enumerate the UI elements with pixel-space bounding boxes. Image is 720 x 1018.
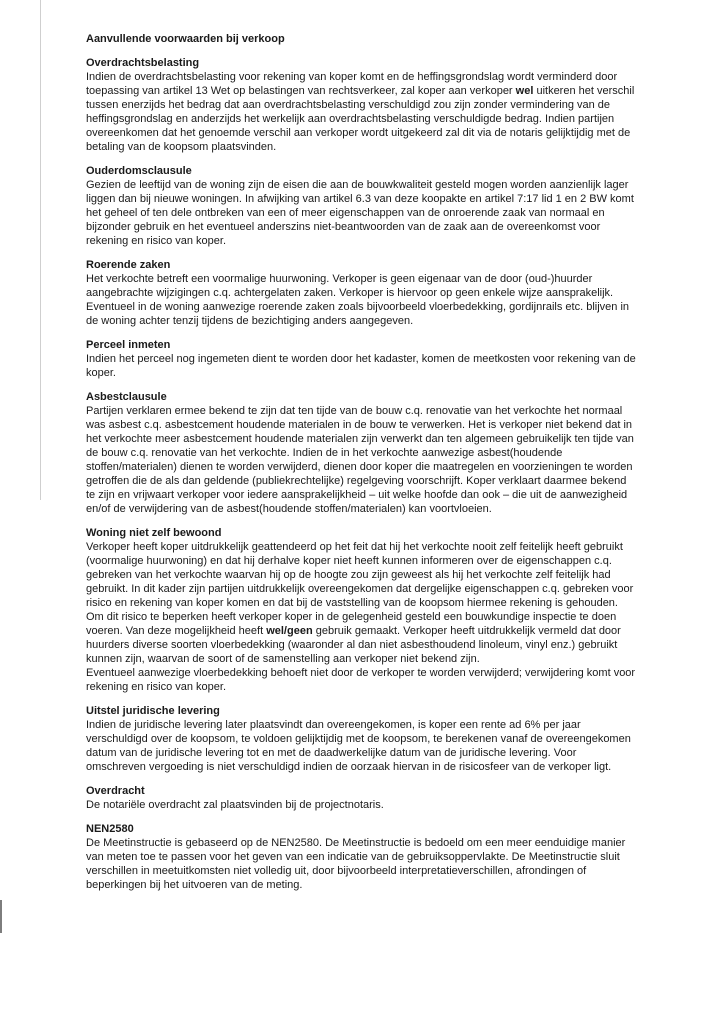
- section-overdrachtsbelasting: [86, 56, 636, 154]
- section-woning-niet-zelf-bewoond: [86, 526, 636, 694]
- text-run: Indien de juridische levering later plaatsvindt dan overeengekomen, is koper een rente ad 6% per jaar verschuldigd over de koopsom, te voldoen gelijktijdig met de koopsom, te berekenen vanaf de overeengekomen datum van de juridische levering tot en met de daadwerkelijke datum van de juridische levering. Voor omschreven vergoeding is niet verschuldigd indien de oorzaak hiervan in de risicosfeer van de verkoper ligt.: [86, 719, 631, 773]
- heading-woning-niet-zelf-bewoond: Woning niet zelf bewoond: [86, 527, 222, 539]
- paragraph-perceel-inmeten: [86, 352, 636, 380]
- paragraph-overdracht: [86, 798, 636, 812]
- section-nen2580: [86, 822, 636, 892]
- section-overdracht: [86, 784, 636, 812]
- paragraph-asbestclausule: [86, 404, 636, 516]
- section-asbestclausule: [86, 390, 636, 516]
- scan-artifact-edge-line: [40, 0, 41, 500]
- text-run-bold: wel: [515, 85, 534, 97]
- text-run: uitkeren het verschil tussen enerzijds het bedrag dat aan overdrachtsbelasting verschuldigd zou zijn zonder vermindering van de heffingsgrondslag en anderzijds het werkelijk aan overdrachtsbelasting verschuldigde bedrag. Indien partijen overeenkomen dat het genoemde verschil aan verkoper wordt uitgekeerd zal dit via de notaris gelijktijdig met de betaling van de koopsom plaatsvinden.: [86, 85, 635, 153]
- text-run: Indien de overdrachtsbelasting voor rekening van koper komt en de heffingsgrondslag wordt verminderd door toepassing van artikel 13 Wet op belastingen van rechtsverkeer, zal koper aan verkoper: [86, 71, 618, 97]
- document-title: Aanvullende voorwaarden bij verkoop: [86, 33, 285, 45]
- section-roerende-zaken: [86, 258, 636, 328]
- section-ouderdomsclausule: [86, 164, 636, 248]
- heading-asbestclausule: Asbestclausule: [86, 391, 167, 403]
- heading-nen2580: NEN2580: [86, 823, 134, 835]
- heading-roerende-zaken: Roerende zaken: [86, 259, 171, 271]
- paragraph-roerende-zaken: [86, 272, 636, 328]
- heading-ouderdomsclausule: Ouderdomsclausule: [86, 165, 192, 177]
- paragraph-uitstel-juridische-levering: [86, 718, 636, 774]
- paragraph-overdrachtsbelasting: [86, 70, 636, 154]
- heading-uitstel-juridische-levering: Uitstel juridische levering: [86, 705, 220, 717]
- text-run: De Meetinstructie is gebaseerd op de NEN2580. De Meetinstructie is bedoeld om een meer eenduidige manier van meten toe te passen voor het geven van een indicatie van de gebruiksoppervlakte. De Meetinstructie sluit verschillen in meetuitkomsten niet volledig uit, door bijvoorbeeld interpretatieverschillen, afrondingen of beperkingen bij het uitvoeren van de meting.: [86, 837, 626, 891]
- text-run: Verkoper heeft koper uitdrukkelijk geattendeerd op het feit dat hij het verkochte nooit zelf feitelijk heeft gebruikt (voormalige huurwoning) en dat hij derhalve koper niet heeft kunnen informeren over de eigenschappen c.q. gebreken van het verkochte waarvan hij op de hoogte zou zijn geweest als hij het verkochte zelf feitelijk had gebruikt. In dit kader zijn partijen uitdrukkelijk overeengekomen dat dergelijke eigenschappen c.q. gebreken voor risico en rekening van koper komen en dat bij de vaststelling van de koopsom hiermee rekening is gehouden. Om dit risico te beperken heeft verkoper koper in de gelegenheid gesteld een bouwkundige inspectie te doen voeren. Van deze mogelijkheid heeft: [86, 541, 634, 637]
- text-run: Gezien de leeftijd van de woning zijn de eisen die aan de bouwkwaliteit gesteld mogen worden aanzienlijk lager liggen dan bij nieuwe woningen. In afwijking van artikel 6.3 van deze koopakte en artikel 7:17 lid 1 en 2 BW komt het geheel of ten dele ontbreken van een of meer eigenschappen van de onroerende zaak van normaal en bijzonder gebruik en het eventueel anderszins niet-beantwoorden van de zaak aan de overeenkomst voor rekening en risico van koper.: [86, 179, 634, 247]
- text-run: Het verkochte betreft een voormalige huurwoning. Verkoper is geen eigenaar van de door (oud-)huurder aangebrachte wijzigingen c.q. achtergelaten zaken. Verkoper is hiervoor op geen enkele wijze aansprakelijk. Eventueel in de woning aanwezige roerende zaken zoals bijvoorbeeld vloerbedekking, gordijnrails etc. blijven in de woning achter tenzij tijdens de bezichtiging anders aangegeven.: [86, 273, 630, 327]
- paragraph-ouderdomsclausule: [86, 178, 636, 248]
- paragraph-woning-niet-zelf-bewoond-1: [86, 540, 636, 666]
- paragraph-woning-niet-zelf-bewoond-2: [86, 666, 636, 694]
- document-sheet: [86, 32, 636, 892]
- text-run-bold: wel/geen: [266, 625, 313, 637]
- heading-overdracht: Overdracht: [86, 785, 145, 797]
- heading-perceel-inmeten: Perceel inmeten: [86, 339, 171, 351]
- heading-overdrachtsbelasting: Overdrachtsbelasting: [86, 57, 200, 69]
- text-run: Indien het perceel nog ingemeten dient te worden door het kadaster, komen de meetkosten voor rekening van de koper.: [86, 353, 636, 379]
- section-uitstel-juridische-levering: [86, 704, 636, 774]
- paragraph-nen2580: [86, 836, 636, 892]
- text-run: gebruik gemaakt. Verkoper heeft uitdrukkelijk vermeld dat door huurders diverse soorten vloerbedekking (waaronder al dan niet asbesthoudend linoleum, vinyl enz.) gebruikt kunnen zijn, waarvan de soort of de samenstelling aan verkoper niet bekend zijn.: [86, 625, 621, 665]
- scan-artifact-corner-mark: [0, 900, 2, 933]
- text-run: De notariële overdracht zal plaatsvinden bij de projectnotaris.: [86, 799, 384, 811]
- text-run: Partijen verklaren ermee bekend te zijn dat ten tijde van de bouw c.q. renovatie van het verkochte het normaal was asbest c.q. asbestcement houdende materialen in de bouw te verwerken. Het is verkoper niet bekend dat in het verkochte meer asbestcement houdende materialen zijn verwerkt dan ten algemeen gebruikelijk ten tijde van de bouw c.q. renovatie van het verkochte. Indien de in het verkochte aanwezige asbest(houdende stoffen/materialen) dienen te worden verwijderd, dienen door koper die maatregelen en voorzieningen te worden getroffen die de als dan geldende (publiekrechtelijke) regelgeving voorschrijft. Koper verklaart daarmee bekend te zijn en vrijwaart verkoper voor iedere aansprakelijkheid – uit welke hoofde dan ook – die uit de aanwezigheid en/of de verwijdering van de asbest(houdende stoffen/materialen) kan voortvloeien.: [86, 405, 634, 515]
- section-perceel-inmeten: [86, 338, 636, 380]
- text-run: Eventueel aanwezige vloerbedekking behoeft niet door de verkoper te worden verwijderd; verwijdering komt voor rekening en risico van koper.: [86, 667, 636, 693]
